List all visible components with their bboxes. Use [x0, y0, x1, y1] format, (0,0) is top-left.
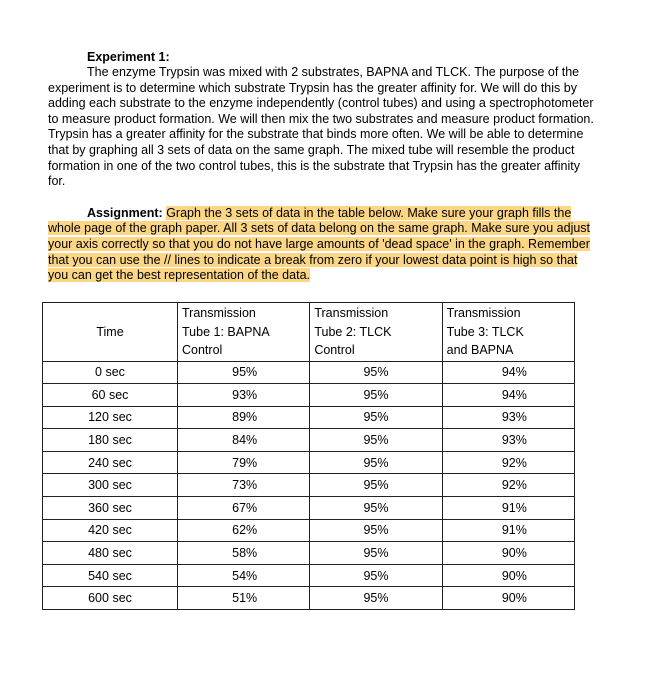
table-row	[43, 519, 575, 542]
time-cell: 0 sec	[43, 361, 178, 384]
table-body	[43, 361, 575, 610]
time-cell: 540 sec	[43, 564, 178, 587]
tube-3-cell: 90%	[442, 587, 574, 610]
tube-1-cell: 89%	[178, 406, 310, 429]
tube-2-cell: 95%	[310, 474, 442, 497]
tube-2-cell: 95%	[310, 497, 442, 520]
table-row	[43, 429, 575, 452]
time-cell: 120 sec	[43, 406, 178, 429]
tube-1-cell: 73%	[178, 474, 310, 497]
time-cell: 360 sec	[43, 497, 178, 520]
header-tube-1: Transmission Tube 1: BAPNA Control	[178, 303, 310, 362]
tube-2-cell: 95%	[310, 406, 442, 429]
table-row	[43, 384, 575, 407]
time-cell: 480 sec	[43, 542, 178, 565]
tube-3-cell: 94%	[442, 384, 574, 407]
tube-2-cell: 95%	[310, 384, 442, 407]
header-tube-3: Transmission Tube 3: TLCK and BAPNA	[442, 303, 574, 362]
tube-2-cell: 95%	[310, 451, 442, 474]
tube-3-cell: 91%	[442, 497, 574, 520]
tube-3-cell: 90%	[442, 564, 574, 587]
document-page	[48, 50, 598, 284]
tube-2-cell: 95%	[310, 542, 442, 565]
time-cell: 600 sec	[43, 587, 178, 610]
tube-1-cell: 79%	[178, 451, 310, 474]
assignment-paragraph	[48, 206, 598, 284]
tube-2-cell: 95%	[310, 429, 442, 452]
experiment-description: The enzyme Trypsin was mixed with 2 substrates, BAPNA and TLCK. The purpose of the experiment is to determine which substrate Trypsin has the greater affinity for. We will do this by adding each substrate to the enzyme independently (control tubes) and using a spectrophotometer to measure product formation. We will then mix the two substrates and measure product formation. Trypsin has a greater affinity for the substrate that binds more often. We will be able to determine that by graphing all 3 sets of data on the same graph. The mixed tube will resemble the product formation in one of the two control tubes, this is the substrate that Trypsin has the greater affinity for.	[48, 65, 594, 189]
tube-1-cell: 67%	[178, 497, 310, 520]
transmission-data-table	[42, 302, 575, 610]
tube-2-cell: 95%	[310, 519, 442, 542]
tube-1-cell: 58%	[178, 542, 310, 565]
header-time: Time	[43, 303, 178, 362]
assignment-highlighted-text: Graph the 3 sets of data in the table below. Make sure your graph fills the whole page of the graph paper. All 3 sets of data belong on the same graph. Make sure you adjust your axis correctly so that you do not have large amounts of 'dead space' in the graph. Remember that you can use the // lines to indicate a break from zero if your lowest data point is high so that you can get the best representation of the data.	[48, 205, 591, 283]
tube-1-cell: 54%	[178, 564, 310, 587]
assignment-label: Assignment:	[87, 205, 163, 220]
tube-2-cell: 95%	[310, 361, 442, 384]
tube-3-cell: 90%	[442, 542, 574, 565]
tube-1-cell: 84%	[178, 429, 310, 452]
table-header-row	[43, 303, 575, 362]
time-cell: 240 sec	[43, 451, 178, 474]
tube-3-cell: 91%	[442, 519, 574, 542]
time-cell: 180 sec	[43, 429, 178, 452]
tube-3-cell: 93%	[442, 429, 574, 452]
time-cell: 60 sec	[43, 384, 178, 407]
table-row	[43, 451, 575, 474]
time-cell: 300 sec	[43, 474, 178, 497]
table-row	[43, 474, 575, 497]
header-tube-2: Transmission Tube 2: TLCK Control	[310, 303, 442, 362]
tube-1-cell: 93%	[178, 384, 310, 407]
tube-2-cell: 95%	[310, 587, 442, 610]
table-row	[43, 406, 575, 429]
table-row	[43, 564, 575, 587]
tube-1-cell: 62%	[178, 519, 310, 542]
table-row	[43, 542, 575, 565]
table-row	[43, 361, 575, 384]
tube-3-cell: 92%	[442, 474, 574, 497]
tube-3-cell: 92%	[442, 451, 574, 474]
tube-1-cell: 95%	[178, 361, 310, 384]
tube-2-cell: 95%	[310, 564, 442, 587]
experiment-title: Experiment 1:	[87, 50, 170, 64]
tube-1-cell: 51%	[178, 587, 310, 610]
time-cell: 420 sec	[43, 519, 178, 542]
tube-3-cell: 94%	[442, 361, 574, 384]
table-row	[43, 497, 575, 520]
table-row	[43, 587, 575, 610]
tube-3-cell: 93%	[442, 406, 574, 429]
